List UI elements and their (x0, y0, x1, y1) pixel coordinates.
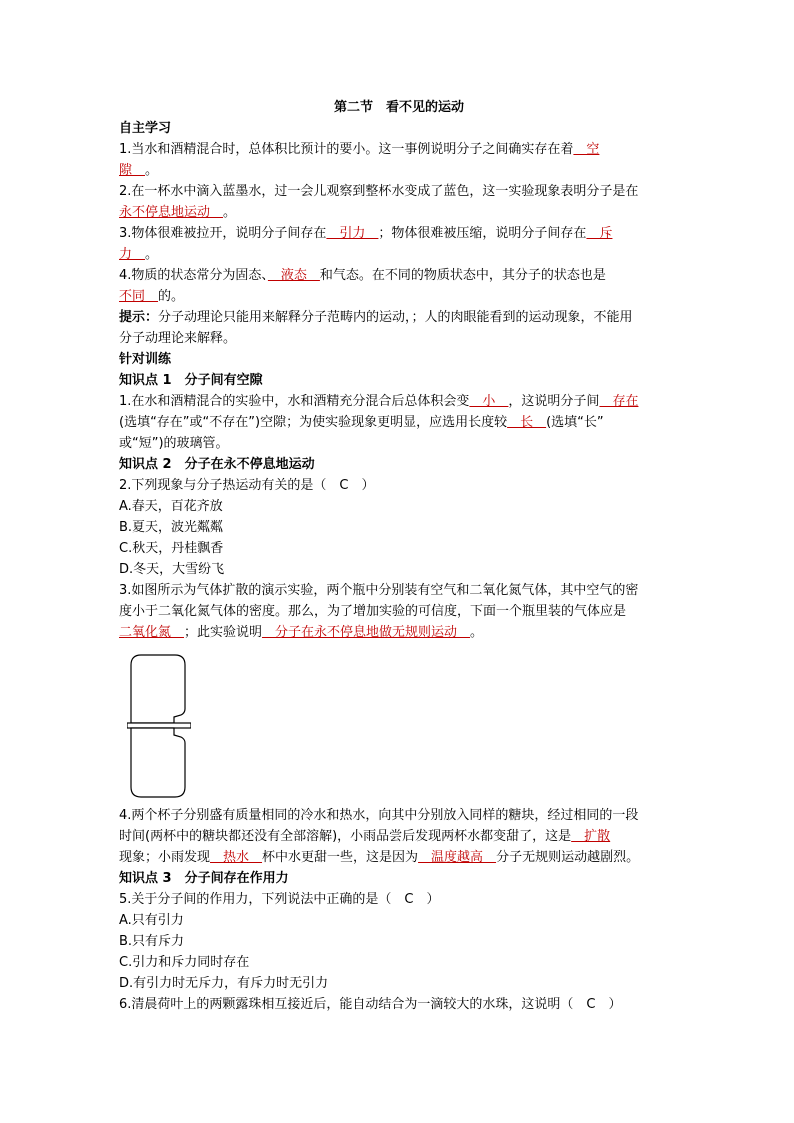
text: 。 (223, 205, 237, 220)
answer: 斥 (586, 226, 613, 241)
knowledge-point-2: 知识点 2 分子在永不停息地运动 (119, 457, 315, 472)
question-1-line-2 (119, 160, 679, 181)
tip-line-2 (119, 328, 679, 349)
two-bottles-diagram (127, 653, 191, 799)
answer: 空 (573, 142, 600, 157)
practice-5-option-d: D.有引力时无斥力，有斥力时无引力 (119, 976, 329, 991)
practice-5-option-c: C.引力和斥力同时存在 (119, 955, 250, 970)
page-title: 第二节 看不见的运动 (333, 100, 464, 115)
text: ，这说明分子间 (508, 394, 600, 409)
section-heading-practice: 针对训练 (119, 352, 172, 367)
tip-label: 提示： (119, 310, 159, 325)
practice-1-line-3 (119, 433, 679, 454)
text: ；物体很难被压缩，说明分子间存在 (378, 226, 587, 241)
text: 4.物质的状态常分为固态、 (119, 268, 268, 283)
knowledge-point-1: 知识点 1 分子间有空隙 (119, 373, 263, 388)
text: 。 (145, 163, 159, 178)
practice-3-line-1 (119, 580, 679, 601)
practice-4-line-3 (119, 847, 679, 868)
text: 。 (470, 625, 484, 640)
text: 现象；小雨发现 (119, 850, 211, 865)
upper-bottle (131, 655, 185, 723)
text: 3.物体很难被拉开，说明分子间存在 (119, 226, 327, 241)
answer: 二氧化氮 (119, 625, 185, 640)
answer: 扩散 (571, 829, 611, 844)
answer: 小 (469, 394, 509, 409)
section-heading-self-study: 自主学习 (119, 121, 172, 136)
text: 杯中水更甜一些，这是因为 (262, 850, 419, 865)
question-2-line-1 (119, 181, 679, 202)
text: 1.在水和酒精混合的实验中，水和酒精充分混合后总体积会变 (119, 394, 470, 409)
lower-bottle (131, 728, 185, 797)
practice-5-stem: 5.关于分子间的作用力，下列说法中正确的是（ C ） (119, 892, 440, 907)
text: 1.当水和酒精混合时，总体积比预计的要小。这一事例说明分子之间确实存在着 (119, 142, 574, 157)
knowledge-point-3: 知识点 3 分子间存在作用力 (119, 871, 289, 886)
question-3-line-2 (119, 244, 679, 265)
practice-1-line-2 (119, 412, 679, 433)
gas-diffusion-figure (119, 643, 679, 805)
answer: 隙 (119, 163, 146, 178)
text: 4.两个杯子分别盛有质量相同的冷水和热水，向其中分别放入同样的糖块，经过相同的一段 (119, 808, 639, 823)
text: 分子动理论来解释。 (119, 331, 237, 346)
answer: 力 (119, 247, 146, 262)
text: 。 (145, 247, 159, 262)
question-4-line-1 (119, 265, 679, 286)
answer: 不同 (119, 289, 159, 304)
worksheet (119, 97, 679, 1015)
answer: 永不停息地运动 (119, 205, 224, 220)
practice-5-option-a: A.只有引力 (119, 913, 184, 928)
answer: 存在 (599, 394, 639, 409)
practice-5-option-b: B.只有斥力 (119, 934, 185, 949)
text: 的。 (158, 289, 185, 304)
text: 分子动理论只能用来解释分子范畴内的运动，；人的肉眼能看到的运动现象，不能用 (158, 310, 633, 325)
text: 分子无规则运动越剧烈。 (496, 850, 640, 865)
answer: 热水 (210, 850, 263, 865)
question-1-line-1 (119, 139, 679, 160)
text: ；此实验说明 (184, 625, 263, 640)
answer: 长 (507, 415, 547, 430)
question-4-line-2 (119, 286, 679, 307)
practice-1-line-1 (119, 391, 679, 412)
question-2-line-2 (119, 202, 679, 223)
practice-4-line-1 (119, 805, 679, 826)
practice-2-option-b: B.夏天，波光粼粼 (119, 520, 224, 535)
practice-6-stem: 6.清晨荷叶上的两颗露珠相互接近后，能自动结合为一滴较大的水珠，这说明（ C ） (119, 997, 622, 1012)
practice-2-option-a: A.春天，百花齐放 (119, 499, 223, 514)
answer: 引力 (326, 226, 379, 241)
text: 2.在一杯水中滴入蓝墨水，过一会儿观察到整杯水变成了蓝色，这一实验现象表明分子是在 (119, 184, 639, 199)
text: 时间(两杯中的糖块都还没有全部溶解)，小雨品尝后发现两杯水都变甜了，这是 (119, 829, 572, 844)
text: (选填“长” (546, 415, 604, 430)
practice-4-line-2 (119, 826, 679, 847)
tip-line-1 (119, 307, 679, 328)
glass-plate (127, 723, 191, 728)
practice-3-line-3 (119, 622, 679, 643)
text: 或“短”)的玻璃管。 (119, 436, 229, 451)
text: 3.如图所示为气体扩散的演示实验，两个瓶中分别装有空气和二氧化氮气体，其中空气的密 (119, 583, 639, 598)
answer: 分子在永不停息地做无规则运动 (262, 625, 471, 640)
practice-2-stem: 2.下列现象与分子热运动有关的是（ C ） (119, 478, 375, 493)
text: 度小于二氧化氮气体的密度。那么，为了增加实验的可信度，下面一个瓶里装的气体应是 (119, 604, 627, 619)
text: 和气态。在不同的物质状态中，其分子的状态也是 (319, 268, 606, 283)
practice-2-option-c: C.秋天，丹桂飘香 (119, 541, 224, 556)
practice-2-option-d: D.冬天，大雪纷飞 (119, 562, 225, 577)
answer: 温度越高 (418, 850, 497, 865)
text: (选填“存在”或“不存在”)空隙；为使实验现象更明显，应选用长度较 (119, 415, 508, 430)
practice-3-line-2 (119, 601, 679, 622)
question-3-line-1 (119, 223, 679, 244)
answer: 液态 (267, 268, 320, 283)
